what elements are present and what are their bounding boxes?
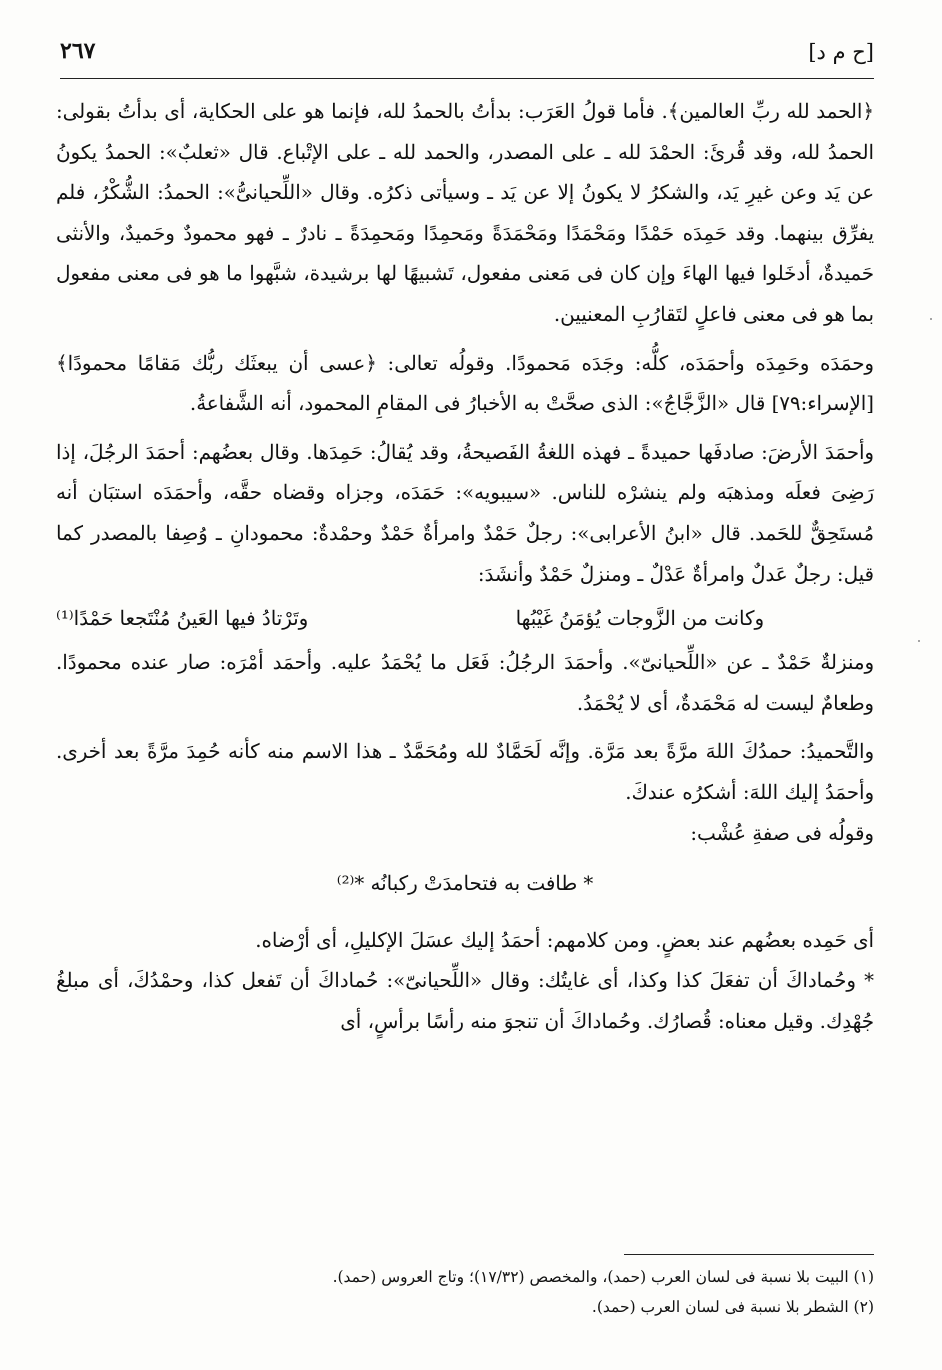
paragraph: وأحمَدَ الأرضَ: صادفَها حميدةً ـ فهذه اللغةُ الفَصيحةُ، وقد يُقالُ: حَمِدَها. وقال بعضُهم: أحمَدَ الرجُلَ، إذا رَضِىَ فعلَه ومذهبَه ولم ينشرْه للناس. «سيبويه»: حَمَدَه، وجزاه وقضاه حقَّه، وأحمَدَه استبَان أنه مُستَحِقٌّ للحَمد. قال «ابنُ الأعرابى»: رجلٌ حَمْدٌ وامرأةٌ حَمْدٌ وحمْدةٌ: محمودانِ ـ وُصِفا بالمصدر كما قيل: رجلٌ عَدلٌ وامرأةٌ عَدْلٌ ـ ومنزلٌ حَمْدٌ وأنشَدَ:	[56, 440, 874, 586]
paragraph: والتَّحميدُ: حمدُكَ اللهَ مرَّةً بعد مَرَّة. وإنَّه لَحَمَّادٌ لله ومُحَمَّدٌ ـ هذا الاسم منه كأنه حُمِدَ مرَّةً بعد أخرى. وأحمَدُ إليك اللهَ: أشكرُه عندكَ.	[56, 740, 874, 804]
paragraph: أى حَمِده بعضُهم عند بعضٍ. ومن كلامهم: أحمَدُ إليك عسَلَ الإكليلِ، أى أرْضاه.	[255, 928, 874, 952]
scan-speck	[918, 640, 920, 642]
page-number: ٢٦٧	[60, 38, 96, 64]
paragraph: ومنزلةٌ حَمْدٌ ـ عن «اللِّحيانىّ». وأحمَدَ الرجُلُ: فَعَل ما يُحْمَدُ عليه. وأحمَد أمْرَه: صار عنده محمودًا. وطعامٌ ليست له مَحْمَدةٌ، أى لا يُحْمَدُ.	[56, 651, 874, 715]
main-text	[56, 92, 874, 1042]
paragraph: * وحُماداكَ أن تفعَلَ كذا وكذا، أى غايتُك: وقال «اللِّحيانىّ»: حُماداكَ أن تَفعل كذا، وحمْدُكَ، أى مبلغُ جُهْدِك. وقيل معناه: قُصارُك. وحُماداكَ أن تنجوَ منه رأسًا برأسٍ، أى	[56, 969, 874, 1033]
verse-first-half: وكانت من الزَّوجات يُؤمَنُ غَيْبُها	[515, 607, 764, 631]
footnote: (٢) الشطر بلا نسبة فى لسان العرب (حمد).	[591, 1298, 874, 1316]
paragraph: ﴿الحمد لله ربِّ العالمين﴾. فأما قولُ العَرَب: بدأتُ بالحمدُ لله، فإنما هو على الحكاية، أى بدأتُ بقولى: الحمدُ لله، وقد قُرئَ: الحمْدَ لله ـ على المصدر، والحمد لله ـ على الإتْباع. قال «ثعلبٌ»: الحمدُ يكونُ عن يَد وعن غيرِ يَد، والشكرُ لا يكونُ إلا عن يَد ـ وسيأتى ذكرُه. وقال «اللِّحيانىُّ»: الحمدُ: الشُّكْرُ، فلم يفرِّق بينهما. وقد حَمِدَه حَمْدًا ومَحْمَدًا ومَحْمَدَةً ومَحمِدًا ومَحمِدَةً ـ نادرٌ ـ فهو محمودٌ وحَميدٌ، والأنثى حَميدةٌ، أدخَلوا فيها الهاءَ وإن كان فى مَعنى مفعول، تَشبيهًا لها برشيدة، شبَّهوا ما هو فى معنى مفعول بما هو فى معنى فاعلٍ لتَقارُبِ المعنيين.	[56, 100, 874, 326]
paragraph: وحمَدَه وحَمِدَه وأحمَدَه، كلُّه: وجَدَه مَحمودًا. وقولُه تعالى: ﴿عسى أن يبعثَك ربُّك مَقامًا محمودًا﴾ [الإسراء:٧٩] قال «الزَّجَّاجُ»: الذى صحَّتْ به الأخبارُ فى المقامِ المحمود، أنه الشَّفاعةُ.	[56, 351, 874, 416]
paragraph: وقولُه فى صفةِ عُشْب:	[690, 821, 874, 845]
poetry-verse	[56, 599, 874, 641]
root-word-label: [ح م د]	[808, 40, 874, 64]
page-header	[60, 36, 874, 79]
scan-speck	[930, 318, 932, 320]
footnote: (١) البيت بلا نسبة فى لسان العرب (حمد)، والمخصص (١٧/٣٢)؛ وتاج العروس (حمد).	[332, 1268, 874, 1286]
footnote-separator	[624, 1254, 874, 1255]
poetry-hemistich: * طافت به فتحامدَتْ ركبانُه *⁽²⁾	[336, 872, 594, 896]
footnotes	[56, 1262, 874, 1322]
verse-second-half: وتَرْتادُ فيها العَينُ مُنْتَجعا حَمْدًا⁽¹⁾	[56, 607, 309, 631]
